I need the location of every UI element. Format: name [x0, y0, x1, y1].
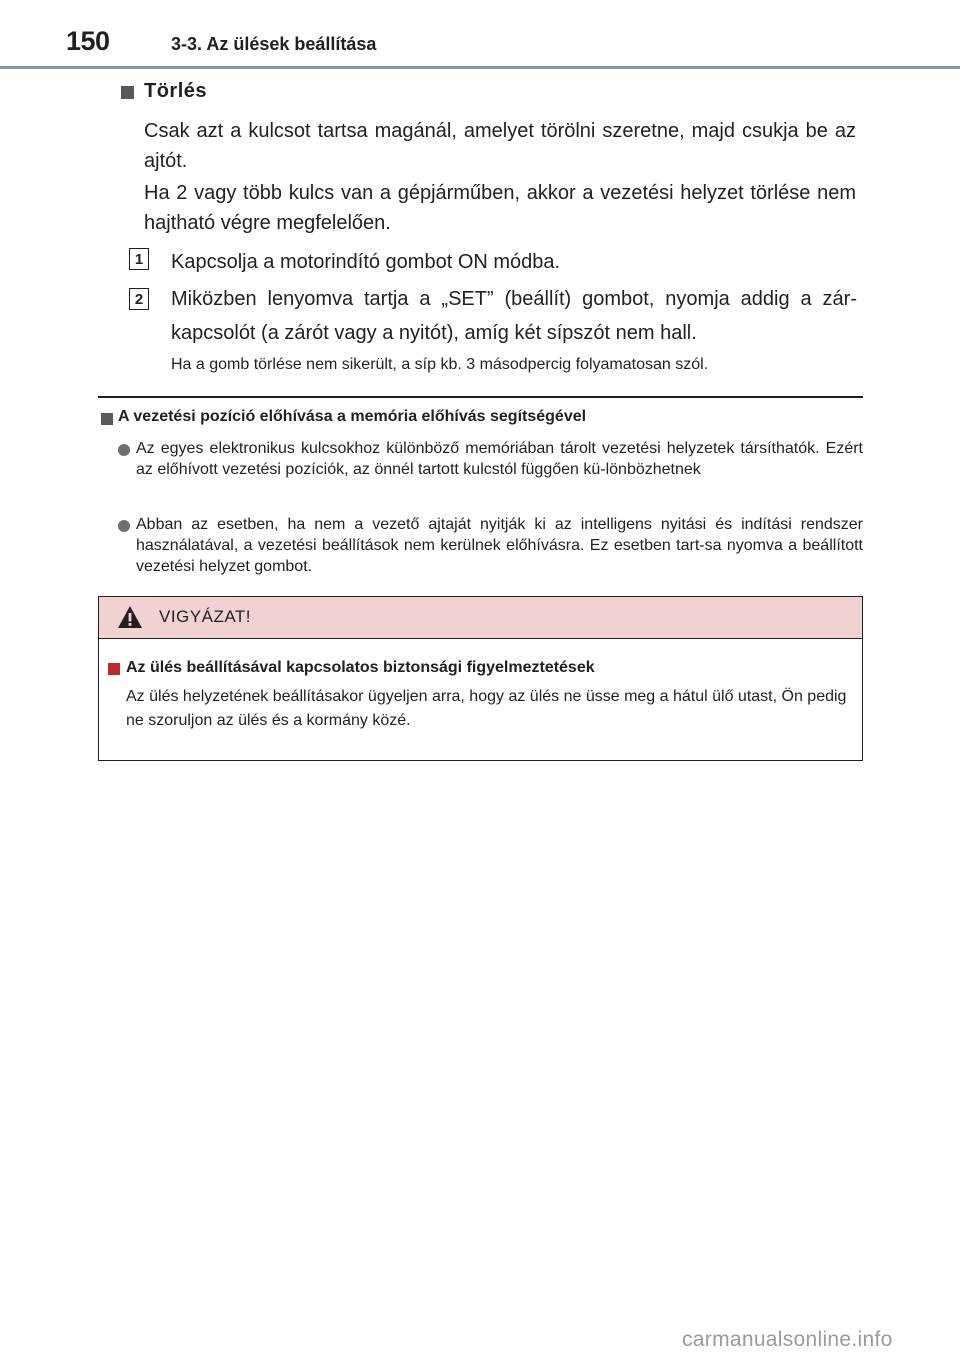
info-bullet-1: Az egyes elektronikus kulcsokhoz különböző memóriában tárolt vezetési helyzetek társíthatók. Ezért az előhívott vezetési pozíciók, az önnél tartott kulcstól függően kü-lönbözhetnek: [136, 440, 863, 478]
section-paragraph-1: Csak azt a kulcsot tartsa magánál, amelyet törölni szeretne, majd csukja be az ajtót.: [144, 120, 856, 172]
section-heading: Törlés: [144, 80, 208, 102]
header-divider: [0, 66, 960, 69]
info-square-icon: [101, 413, 113, 425]
bullet-dot-icon: [118, 520, 130, 532]
warning-triangle-icon: [117, 605, 143, 629]
step-number-2: 2: [129, 288, 149, 310]
section-paragraph-2: Ha 2 vagy több kulcs van a gépjárműben, akkor a vezetési helyzet törlése nem hajtható végre megfelelően.: [144, 182, 856, 234]
step-note: Ha a gomb törlése nem sikerült, a síp kb. 3 másodpercig folyamatosan szól.: [171, 356, 709, 373]
chapter-title: 3-3. Az ülések beállítása: [171, 34, 377, 54]
step-text-1: Kapcsolja a motorindító gombot ON módba.: [171, 251, 561, 273]
page-number: 150: [66, 26, 110, 56]
warning-text: Az ülés helyzetének beállításakor ügyeljen arra, hogy az ülés ne üsse meg a hátul ülő utast, Ön pedig ne szoruljon az ülés és a kormány közé.: [126, 688, 847, 729]
warning-subheading: Az ülés beállításával kapcsolatos biztonsági figyelmeztetések: [126, 659, 595, 676]
page-header: [0, 0, 960, 70]
section-divider: [98, 396, 863, 398]
warning-square-icon: [108, 663, 120, 675]
warning-header: [99, 597, 862, 639]
section-square-icon: [121, 86, 134, 99]
step-number-1: 1: [129, 248, 149, 270]
info-bullet-2: Abban az esetben, ha nem a vezető ajtaját nyitják ki az intelligens nyitási és indítási rendszer használatával, a vezetési beállítások nem kerülnek előhívásra. Ez esetben tart-sa nyomva a beállított vezetési helyzet gombot.: [136, 516, 863, 575]
bullet-dot-icon: [118, 444, 130, 456]
warning-box: [98, 596, 863, 761]
info-heading: A vezetési pozíció előhívása a memória előhívás segítségével: [118, 408, 587, 425]
warning-title: VIGYÁZAT!: [159, 607, 252, 626]
watermark: carmanualsonline.info: [682, 1328, 893, 1351]
step-text-2: Miközben lenyomva tartja a „SET” (beállít) gombot, nyomja addig a zár-kapcsolót (a zárót vagy a nyitót), amíg két sípszót nem hall.: [171, 288, 857, 344]
